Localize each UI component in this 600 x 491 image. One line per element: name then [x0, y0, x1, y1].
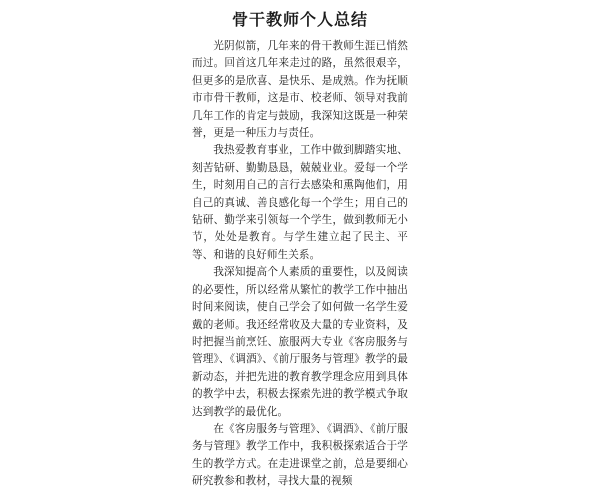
paragraph-self-improvement: 我深知提高个人素质的重要性，以及阅读的必要性，所以经常从繁忙的教学工作中抽出时间来阅读，使自己学会了如何做一名学生爱戴的老师。我还经常收及大量的专业资料，及时把握当前烹饪、旅服两大专业《客房服务与管理》、《调酒》、《前厅服务与管理》教学的最新动态，并把先进的教育教学理念应用到具体的教学中去，积极去探索先进的教学模式争取达到教学的最优化。 [192, 266, 408, 418]
paragraph-love-of-teaching: 我热爱教育事业，工作中做到脚踏实地、刻苦钻研、勤勤恳恳，兢兢业业。爱每一个学生，时刻用自己的言行去感染和熏陶他们，用自己的真诚、善良感化每一个学生；用自己的钻研、勤学来引领每一个学生，做到教师无小节，处处是教育。与学生建立起了民主、平等、和谐的良好师生关系。 [192, 144, 408, 261]
paragraph-intro: 光阴似箭，几年来的骨干教师生涯已悄然而过。回首这几年来走过的路，虽然很艰辛，但更多的是欣喜、是快乐、是成熟。作为抚顺市市骨干教师，这是市、校老师、领导对我前几年工作的肯定与鼓励，我深知这既是一种荣誉，更是一种压力与责任。 [192, 40, 408, 140]
document-title: 骨干教师个人总结 [231, 10, 368, 29]
paragraph-teaching-methods: 在《客房服务与管理》、《调酒》、《前厅服务与管理》教学工作中，我积极探索适合于学生的教学方式。在走进课堂之前，总是要细心研究教参和教材，寻找大量的视频 [192, 422, 408, 488]
document-body [192, 38, 408, 491]
